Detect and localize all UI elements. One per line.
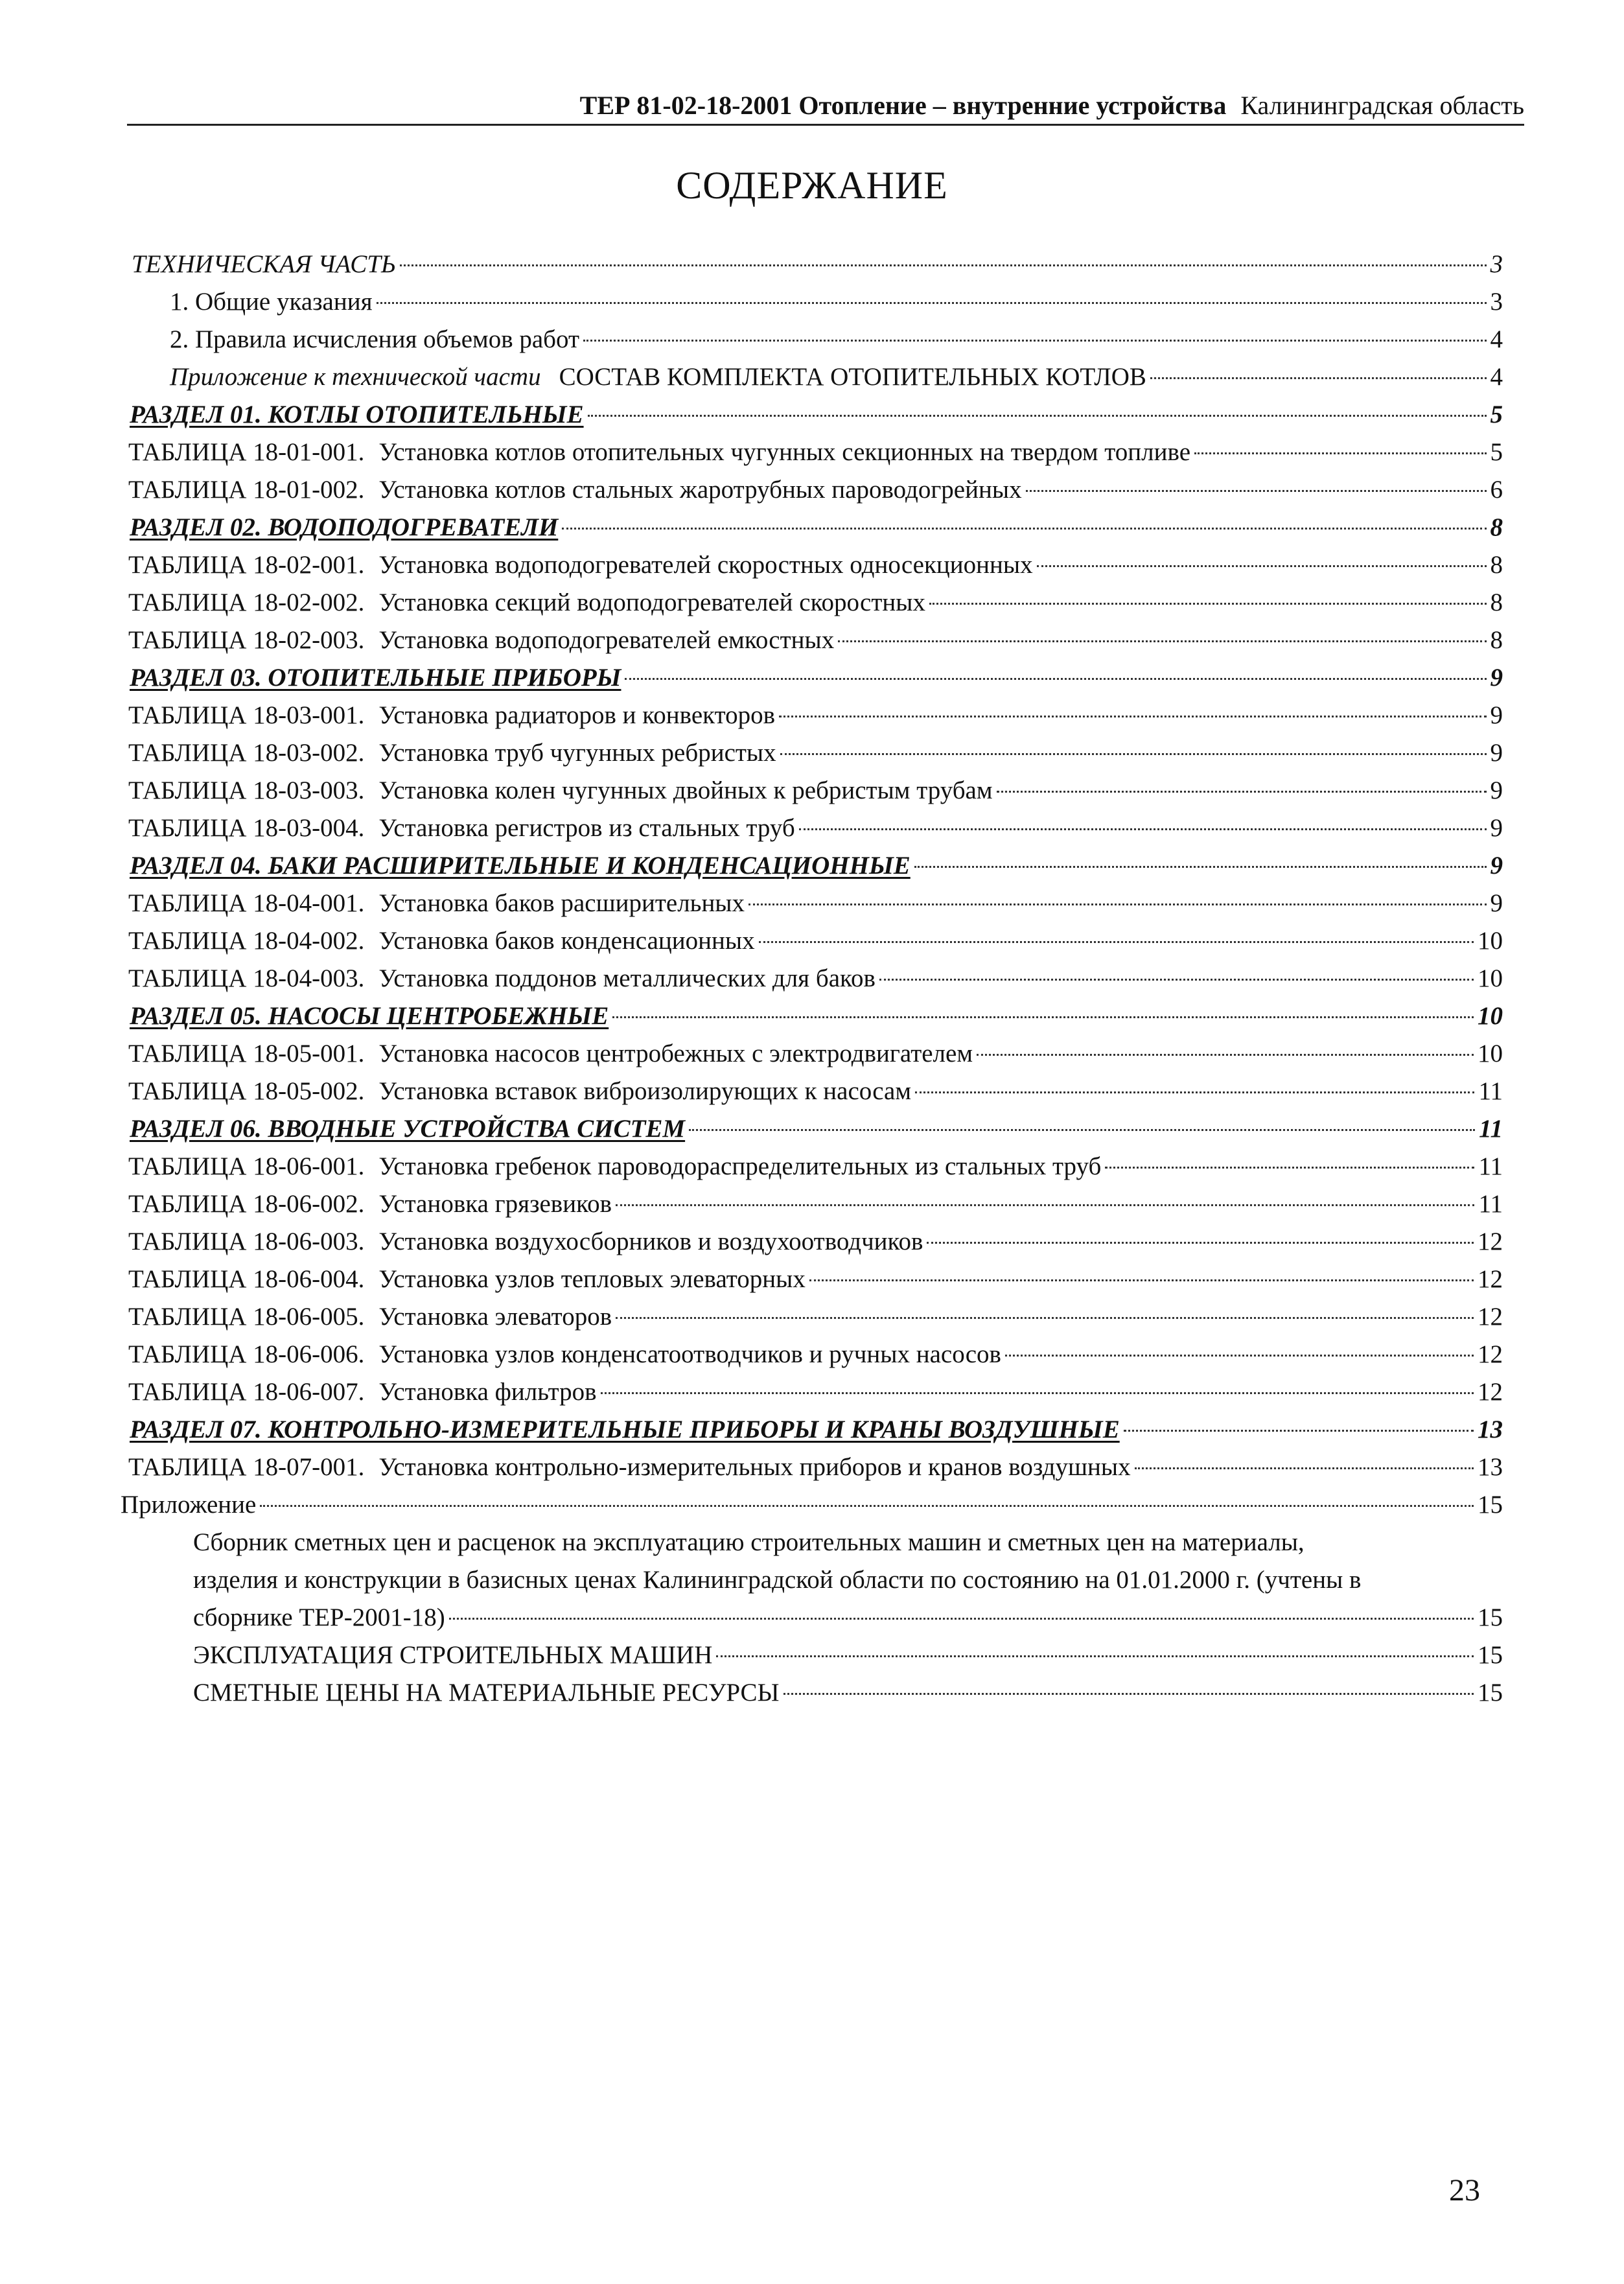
table-code: ТАБЛИЦА 18-03-003.	[128, 776, 365, 804]
toc-entry-page: 12	[1478, 1378, 1503, 1406]
table-label: Установка водоподогревателей емкостных	[378, 626, 835, 654]
toc-entry-page: 8	[1490, 588, 1503, 616]
table-code: ТАБЛИЦА 18-06-005.	[128, 1303, 365, 1331]
table-label: Установка баков конденсационных	[378, 927, 755, 955]
toc-table-18-06-005[interactable]	[128, 1301, 1503, 1333]
toc-section-label: РАЗДЕЛ 01. КОТЛЫ ОТОПИТЕЛЬНЫЕ	[130, 401, 584, 428]
table-label: Установка вставок виброизолирующих к насосам	[378, 1077, 912, 1105]
dot-leader	[1105, 1167, 1474, 1169]
toc-entry-page: 15	[1478, 1641, 1503, 1669]
toc-entry-page: 5	[1490, 438, 1503, 466]
toc-table-18-04-003[interactable]	[128, 963, 1503, 994]
toc-entry-collection[interactable]	[193, 1602, 1503, 1633]
table-label: Установка контрольно-измерительных приборов и кранов воздушных	[378, 1453, 1131, 1481]
dot-leader	[377, 302, 1487, 304]
toc-entry-page: 12	[1478, 1228, 1503, 1255]
dot-leader	[914, 866, 1487, 868]
dot-leader	[1150, 377, 1487, 379]
toc-table-18-03-003[interactable]	[128, 775, 1503, 806]
table-label: Установка поддонов металлических для баков	[378, 964, 876, 992]
toc-entry-page: 12	[1478, 1303, 1503, 1331]
table-label: Установка гребенок пароводораспределительных из стальных труб	[378, 1152, 1102, 1180]
toc-entry-label: 2. Правила исчисления объемов работ	[170, 325, 580, 353]
toc-entry-page: 10	[1478, 964, 1503, 992]
dot-leader	[588, 415, 1487, 417]
toc-entry-appendix-tech[interactable]	[170, 362, 1503, 393]
toc-entry-label: СОСТАВ КОМПЛЕКТА ОТОПИТЕЛЬНЫХ КОТЛОВ	[559, 363, 1146, 391]
toc-table-18-06-006[interactable]	[128, 1339, 1503, 1370]
toc-entry-page: 10	[1478, 1002, 1503, 1030]
toc-section-label: РАЗДЕЛ 05. НАСОСЫ ЦЕНТРОБЕЖНЫЕ	[130, 1002, 609, 1030]
toc-entry-general[interactable]	[170, 286, 1503, 318]
table-label: Установка регистров из стальных труб	[378, 814, 795, 842]
toc-entry-label: Приложение	[121, 1491, 257, 1519]
table-code: ТАБЛИЦА 18-02-002.	[128, 588, 365, 616]
dot-leader	[260, 1505, 1474, 1507]
table-label: Установка грязевиков	[378, 1190, 612, 1218]
toc-entry-page: 8	[1490, 513, 1503, 541]
dot-leader	[583, 340, 1486, 342]
table-code: ТАБЛИЦА 18-05-001.	[128, 1040, 365, 1067]
table-code: ТАБЛИЦА 18-06-001.	[128, 1152, 365, 1180]
toc-entry-page: 11	[1478, 1152, 1503, 1180]
toc-table-18-01-001[interactable]	[128, 437, 1503, 468]
page-number: 23	[1449, 2173, 1480, 2208]
toc-entry-page: 11	[1478, 1190, 1503, 1218]
table-label: Установка узлов тепловых элеваторных	[378, 1265, 806, 1293]
dot-leader	[838, 640, 1486, 642]
table-code: ТАБЛИЦА 18-01-002.	[128, 476, 365, 504]
table-code: ТАБЛИЦА 18-04-001.	[128, 889, 365, 917]
table-code: ТАБЛИЦА 18-02-003.	[128, 626, 365, 654]
toc-section-04[interactable]	[130, 850, 1503, 881]
toc-entry-label: сборнике ТЕР-2001-18)	[193, 1603, 445, 1631]
toc-table-18-05-001[interactable]	[128, 1038, 1503, 1069]
table-code: ТАБЛИЦА 18-07-001.	[128, 1453, 365, 1481]
toc-entry-page: 15	[1478, 1603, 1503, 1631]
dot-leader	[780, 753, 1487, 755]
toc-table-18-02-001[interactable]	[128, 550, 1503, 581]
toc-table-18-05-002[interactable]	[128, 1076, 1503, 1107]
toc-table-18-06-007[interactable]	[128, 1377, 1503, 1408]
header-region: Калининградская область	[1240, 91, 1524, 120]
toc-entry-page: 11	[1479, 1115, 1503, 1143]
table-label: Установка труб чугунных ребристых	[378, 739, 776, 767]
table-label: Установка котлов стальных жаротрубных пароводогрейных	[378, 476, 1022, 504]
toc-entry-page: 10	[1478, 1040, 1503, 1067]
toc-entry-page: 13	[1478, 1416, 1503, 1443]
table-code: ТАБЛИЦА 18-02-001.	[128, 551, 365, 579]
dot-leader	[1026, 490, 1487, 492]
collection-description-line-2: изделия и конструкции в базисных ценах Калининградской области по состоянию на 01.01.2000 г. (учтены в	[193, 1566, 1362, 1594]
toc-table-18-06-002[interactable]	[128, 1189, 1503, 1220]
toc-entry-page: 9	[1490, 889, 1503, 917]
toc-entry-page: 15	[1478, 1679, 1503, 1707]
dot-leader	[779, 716, 1486, 717]
toc-table-18-04-001[interactable]	[128, 888, 1503, 919]
toc-entry-appendix[interactable]	[121, 1489, 1503, 1521]
toc-table-18-06-004[interactable]	[128, 1264, 1503, 1295]
toc-table-18-01-002[interactable]	[128, 474, 1503, 506]
dot-leader	[748, 903, 1486, 905]
table-label: Установка узлов конденсатоотводчиков и ручных насосов	[378, 1340, 1001, 1368]
toc-entry-label: ТЕХНИЧЕСКАЯ ЧАСТЬ	[132, 250, 396, 278]
table-code: ТАБЛИЦА 18-01-001.	[128, 438, 365, 466]
toc-entry-page: 8	[1490, 626, 1503, 654]
toc-entry-page: 4	[1490, 363, 1503, 391]
table-code: ТАБЛИЦА 18-06-003.	[128, 1228, 365, 1255]
toc-entry-page: 8	[1490, 551, 1503, 579]
table-code: ТАБЛИЦА 18-03-002.	[128, 739, 365, 767]
dot-leader	[927, 1242, 1474, 1244]
toc-table-18-02-002[interactable]	[128, 587, 1503, 618]
toc-table-18-03-002[interactable]	[128, 738, 1503, 769]
toc-entry-page: 9	[1490, 814, 1503, 842]
toc-table-18-02-003[interactable]	[128, 625, 1503, 656]
toc-entry-page: 12	[1478, 1340, 1503, 1368]
dot-leader	[879, 979, 1474, 981]
table-label: Установка насосов центробежных с электродвигателем	[378, 1040, 973, 1067]
table-label: Установка колен чугунных двойных к ребристым трубам	[378, 776, 993, 804]
table-code: ТАБЛИЦА 18-04-003.	[128, 964, 365, 992]
toc-table-18-06-003[interactable]	[128, 1226, 1503, 1257]
toc-entry-page: 11	[1478, 1077, 1503, 1105]
toc-entry-page: 13	[1478, 1453, 1503, 1481]
dot-leader	[616, 1317, 1474, 1319]
dot-leader	[1037, 565, 1487, 567]
dot-leader	[612, 1016, 1474, 1018]
dot-leader	[601, 1392, 1474, 1394]
table-code: ТАБЛИЦА 18-03-004.	[128, 814, 365, 842]
table-code: ТАБЛИЦА 18-03-001.	[128, 701, 365, 729]
toc-entry-page: 12	[1478, 1265, 1503, 1293]
toc-entry-materials[interactable]	[193, 1677, 1503, 1708]
toc-entry-page: 3	[1490, 288, 1503, 316]
toc-section-03[interactable]	[130, 662, 1503, 693]
toc-section-label: РАЗДЕЛ 07. КОНТРОЛЬНО-ИЗМЕРИТЕЛЬНЫЕ ПРИБОРЫ И КРАНЫ ВОЗДУШНЫЕ	[130, 1416, 1120, 1443]
table-label: Установка элеваторов	[378, 1303, 612, 1331]
toc-section-label: РАЗДЕЛ 03. ОТОПИТЕЛЬНЫЕ ПРИБОРЫ	[130, 664, 621, 692]
table-label: Установка баков расширительных	[378, 889, 745, 917]
page-title: СОДЕРЖАНИЕ	[676, 164, 948, 207]
table-label: Установка радиаторов и конвекторов	[378, 701, 776, 729]
toc-table-18-07-001[interactable]	[128, 1452, 1503, 1483]
toc-entry-page: 9	[1490, 739, 1503, 767]
toc-section-01[interactable]	[130, 399, 1503, 430]
dot-leader	[809, 1279, 1474, 1281]
dot-leader	[1194, 452, 1487, 454]
toc-entry-label: СМЕТНЫЕ ЦЕНЫ НА МАТЕРИАЛЬНЫЕ РЕСУРСЫ	[193, 1679, 780, 1707]
toc-table-18-04-002[interactable]	[128, 926, 1503, 957]
dot-leader	[977, 1054, 1474, 1056]
toc-entry-rules[interactable]	[170, 324, 1503, 355]
toc-entry-page: 9	[1490, 852, 1503, 880]
table-code: ТАБЛИЦА 18-06-007.	[128, 1378, 365, 1406]
dot-leader	[1005, 1355, 1474, 1357]
toc-entry-page: 4	[1490, 325, 1503, 353]
dot-leader	[1124, 1430, 1474, 1432]
dot-leader	[616, 1204, 1474, 1206]
dot-leader	[449, 1618, 1474, 1620]
toc-entry-page: 9	[1490, 701, 1503, 729]
table-label: Установка водоподогревателей скоростных односекционных	[378, 551, 1033, 579]
table-code: ТАБЛИЦА 18-06-004.	[128, 1265, 365, 1293]
dot-leader	[716, 1655, 1474, 1657]
dot-leader	[929, 603, 1487, 605]
toc-entry-machines[interactable]	[193, 1640, 1503, 1671]
toc-table-18-03-001[interactable]	[128, 700, 1503, 731]
dot-leader	[759, 941, 1474, 943]
table-label: Установка котлов отопительных чугунных секционных на твердом топливе	[378, 438, 1190, 466]
dot-leader	[915, 1091, 1474, 1093]
table-code: ТАБЛИЦА 18-04-002.	[128, 927, 365, 955]
dot-leader	[1135, 1467, 1474, 1469]
dot-leader	[562, 528, 1486, 530]
toc-entry-tech-part[interactable]	[132, 249, 1503, 280]
dot-leader	[799, 828, 1487, 830]
dot-leader	[783, 1693, 1474, 1695]
toc-section-label: РАЗДЕЛ 06. ВВОДНЫЕ УСТРОЙСТВА СИСТЕМ	[130, 1115, 686, 1143]
table-label: Установка секций водоподогревателей скоростных	[378, 588, 925, 616]
table-code: ТАБЛИЦА 18-06-006.	[128, 1340, 365, 1368]
table-label: Установка фильтров	[378, 1378, 597, 1406]
collection-description-line-1: Сборник сметных цен и расценок на эксплуатацию строительных машин и сметных цен на материалы,	[193, 1528, 1305, 1556]
toc-entry-page: 9	[1490, 776, 1503, 804]
toc-section-06[interactable]	[130, 1113, 1503, 1145]
toc-section-05[interactable]	[130, 1001, 1503, 1032]
toc-entry-label: 1. Общие указания	[170, 288, 373, 316]
toc-entry-page: 5	[1490, 401, 1503, 428]
toc-table-18-06-001[interactable]	[128, 1151, 1503, 1182]
dot-leader	[997, 791, 1487, 793]
toc-entry-page: 15	[1478, 1491, 1503, 1519]
dot-leader	[625, 678, 1486, 680]
table-code: ТАБЛИЦА 18-05-002.	[128, 1077, 365, 1105]
toc-entry-page: 3	[1490, 250, 1503, 278]
toc-entry-page: 6	[1490, 476, 1503, 504]
toc-section-02[interactable]	[130, 512, 1503, 543]
table-label: Установка воздухосборников и воздухоотводчиков	[378, 1228, 923, 1255]
table-code: ТАБЛИЦА 18-06-002.	[128, 1190, 365, 1218]
toc-section-label: РАЗДЕЛ 04. БАКИ РАСШИРИТЕЛЬНЫЕ И КОНДЕНСАЦИОННЫЕ	[130, 852, 911, 880]
toc-section-07[interactable]	[130, 1414, 1503, 1445]
toc-entry-lead: Приложение к технической части	[170, 363, 541, 391]
toc-section-label: РАЗДЕЛ 02. ВОДОПОДОГРЕВАТЕЛИ	[130, 513, 559, 541]
dot-leader	[400, 264, 1487, 266]
toc-entry-page: 10	[1478, 927, 1503, 955]
toc-entry-label: ЭКСПЛУАТАЦИЯ СТРОИТЕЛЬНЫХ МАШИН	[193, 1641, 713, 1669]
dot-leader	[689, 1129, 1475, 1131]
toc-entry-page: 9	[1490, 664, 1503, 692]
header-doc-code: ТЕР 81-02-18-2001 Отопление – внутренние устройства	[579, 91, 1227, 120]
toc-table-18-03-004[interactable]	[128, 813, 1503, 844]
